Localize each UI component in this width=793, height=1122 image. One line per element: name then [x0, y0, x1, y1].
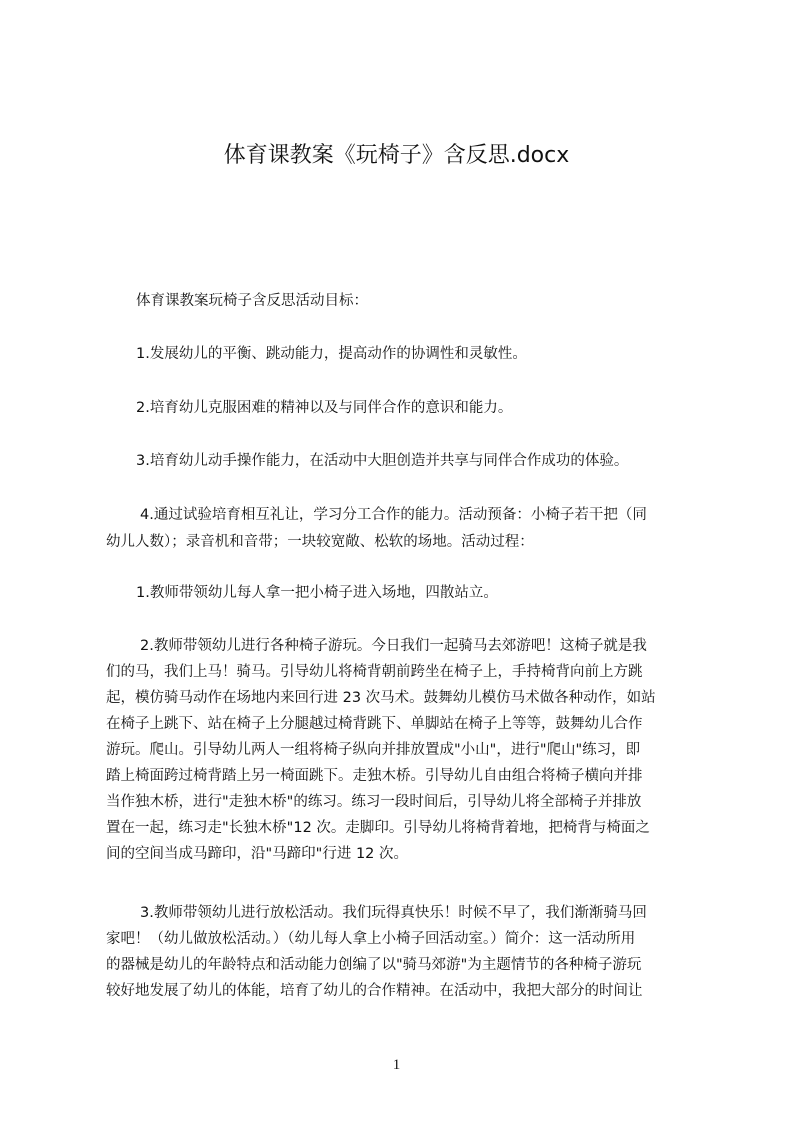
page-number: 1: [392, 1057, 401, 1073]
paragraph-line: 置在一起，练习走"长独木桥"12 次。走脚印。引导幼儿将椅背着地，把椅背与椅面之: [106, 820, 650, 836]
paragraph-line: 踏上椅面跨过椅背踏上另一椅面跳下。走独木桥。引导幼儿自由组合将椅子横向并排: [106, 768, 643, 784]
paragraph-line: 2.教师带领幼儿进行各种椅子游玩。今日我们一起骑马去郊游吧！这椅子就是我: [140, 638, 647, 654]
document-title: 体育课教案《玩椅子》含反思.docx: [223, 143, 570, 168]
paragraph-line: 起，模仿骑马动作在场地内来回行进 23 次马术。鼓舞幼儿模仿马术做各种动作，如站: [106, 690, 656, 706]
paragraph-line: 1.发展幼儿的平衡、跳动能力，提高动作的协调性和灵敏性。: [136, 346, 527, 362]
paragraph-line: 3.培育幼儿动手操作能力，在活动中大胆创造并共享与同伴合作成功的体验。: [136, 453, 629, 469]
paragraph-line: 家吧！（幼儿做放松活动。）（幼儿每人拿上小椅子回活动室。）简介：这一活动所用: [106, 931, 636, 947]
paragraph-line: 的器械是幼儿的年龄特点和活动能力创编了以"骑马郊游"为主题情节的各种椅子游玩: [106, 957, 642, 973]
paragraph-line: 幼儿人数）；录音机和音带；一块较宽敞、松软的场地。活动过程：: [106, 534, 534, 550]
paragraph-line: 间的空间当成马蹄印，沿"马蹄印"行进 12 次。: [106, 846, 409, 862]
paragraph-line: 2.培育幼儿克服困难的精神以及与同伴合作的意识和能力。: [136, 400, 513, 416]
paragraph-line: 体育课教案玩椅子含反思活动目标：: [136, 293, 368, 309]
paragraph-line: 较好地发展了幼儿的体能，培育了幼儿的合作精神。在活动中，我把大部分的时间让: [106, 983, 643, 999]
paragraph-line: 在椅子上跳下、站在椅子上分腿越过椅背跳下、单脚站在椅子上等等，鼓舞幼儿合作: [106, 716, 643, 732]
paragraph-line: 3.教师带领幼儿进行放松活动。我们玩得真快乐！时候不早了，我们渐渐骑马回: [140, 905, 647, 921]
paragraph-line: 们的马，我们上马！骑马。引导幼儿将椅背朝前跨坐在椅子上，手持椅背向前上方跳: [106, 664, 643, 680]
paragraph-line: 游玩。爬山。引导幼儿两人一组将椅子纵向并排放置成"小山"，进行"爬山"练习，即: [106, 742, 641, 758]
paragraph-line: 4.通过试验培育相互礼让，学习分工合作的能力。活动预备：小椅子若干把（同: [140, 507, 647, 523]
paragraph-line: 当作独木桥，进行"走独木桥"的练习。练习一段时间后，引导幼儿将全部椅子并排放: [106, 794, 642, 810]
paragraph-line: 1.教师带领幼儿每人拿一把小椅子进入场地，四散站立。: [136, 585, 498, 601]
